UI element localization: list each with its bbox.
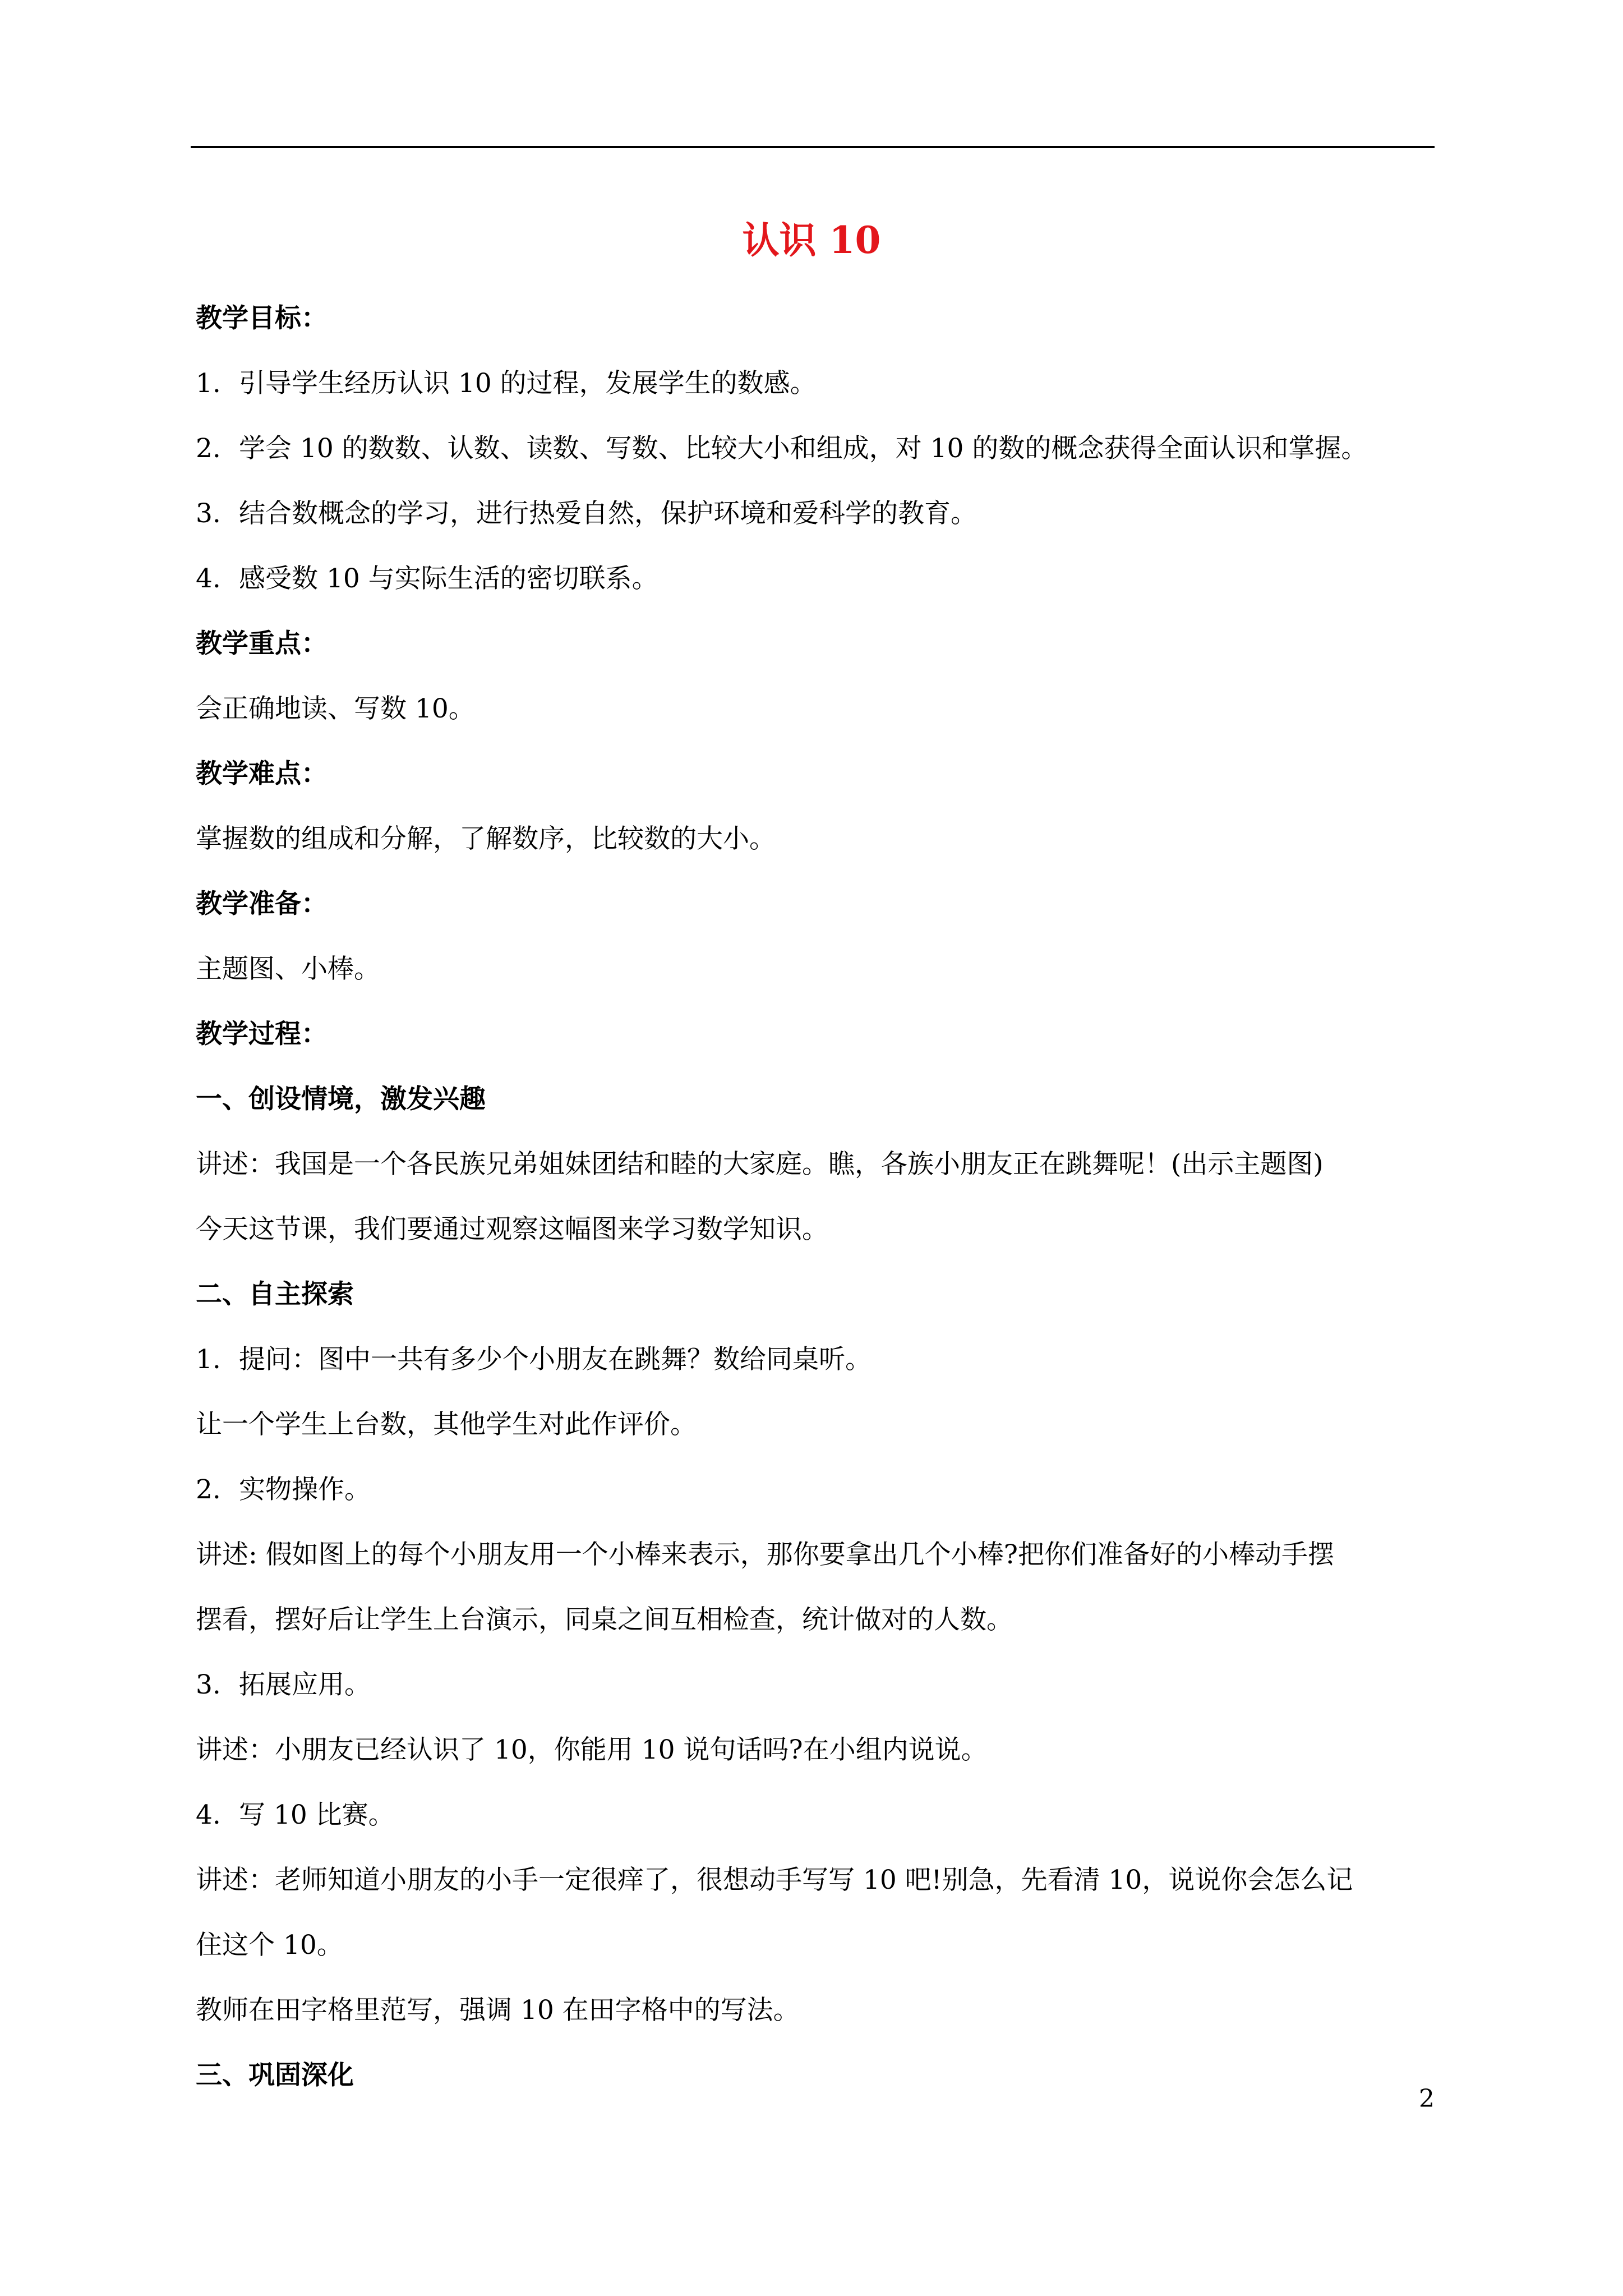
process-heading: 教学过程：: [196, 1019, 328, 1050]
objective-number: 4.: [196, 563, 221, 594]
key-points-text: 会正确地读、写数 10。: [196, 693, 475, 724]
step-text: 实物操作。: [239, 1474, 371, 1505]
step-paragraph: 讲述: 假如图上的每个小朋友用一个小棒来表示，那你要拿出几个小棒?把你们准备好的小棒动手摆: [196, 1539, 1334, 1570]
section-2-heading: 二、自主探索: [196, 1279, 354, 1310]
objective-text: 学会 10 的数数、认数、读数、写数、比较大小和组成，对 10 的数的概念获得全面认识和掌握。: [239, 433, 1368, 464]
objective-text: 引导学生经历认识 10 的过程，发展学生的数感。: [239, 368, 817, 399]
preparation-text: 主题图、小棒。: [196, 954, 380, 984]
step-paragraph: 摆看，摆好后让学生上台演示，同桌之间互相检查，统计做对的人数。: [196, 1604, 1013, 1635]
objectives-heading: 教学目标：: [196, 303, 328, 334]
step-text: 提问：图中一共有多少个小朋友在跳舞？数给同桌听。: [239, 1344, 872, 1375]
difficulties-text: 掌握数的组成和分解，了解数序，比较数的大小。: [196, 823, 776, 854]
difficulties-heading: 教学难点：: [196, 758, 328, 789]
section-3-heading: 三、巩固深化: [196, 2060, 354, 2091]
step-item: [196, 1327, 1435, 1392]
document-title: 认识 10: [742, 218, 881, 262]
objective-text: 结合数概念的学习，进行热爱自然，保护环境和爱科学的教育。: [239, 498, 977, 529]
step-paragraph: 教师在田字格里范写，强调 10 在田字格中的写法。: [196, 1995, 800, 2026]
header-rule: [191, 146, 1435, 148]
step-item: [196, 1783, 1435, 1848]
objective-number: 2.: [196, 433, 221, 464]
step-text: 写 10 比赛。: [239, 1800, 395, 1830]
step-paragraph: 住这个 10。: [196, 1930, 343, 1961]
step-item: [196, 1653, 1435, 1718]
objective-item: [196, 351, 1435, 416]
key-points-heading: 教学重点：: [196, 628, 328, 659]
objective-number: 3.: [196, 498, 221, 529]
step-text: 拓展应用。: [239, 1669, 371, 1700]
step-item: [196, 1457, 1435, 1522]
objective-number: 1.: [196, 368, 221, 399]
step-number: 1.: [196, 1344, 221, 1375]
section-1-heading: 一、创设情境，激发兴趣: [196, 1084, 486, 1115]
preparation-heading: 教学准备：: [196, 889, 328, 919]
objective-item: [196, 481, 1435, 546]
step-number: 3.: [196, 1669, 221, 1700]
section-1-paragraph: 今天这节课，我们要通过观察这幅图来学习数学知识。: [196, 1214, 828, 1245]
objective-item: [196, 546, 1435, 611]
step-number: 4.: [196, 1800, 221, 1830]
step-number: 2.: [196, 1474, 221, 1505]
step-paragraph: 讲述：老师知道小朋友的小手一定很痒了，很想动手写写 10 吧!别急，先看清 10，说说你会怎么记: [196, 1865, 1353, 1895]
step-paragraph: 讲述：小朋友已经认识了 10，你能用 10 说句话吗?在小组内说说。: [196, 1734, 988, 1765]
step-paragraph: 让一个学生上台数，其他学生对此作评价。: [196, 1409, 697, 1440]
section-1-paragraph: 讲述：我国是一个各民族兄弟姐妹团结和睦的大家庭。瞧，各族小朋友正在跳舞呢！(出示主题图): [196, 1149, 1324, 1180]
objective-item: [196, 416, 1435, 481]
page-number: 2: [1419, 2085, 1435, 2113]
objective-text: 感受数 10 与实际生活的密切联系。: [239, 563, 658, 594]
document-body: [196, 286, 1435, 2108]
